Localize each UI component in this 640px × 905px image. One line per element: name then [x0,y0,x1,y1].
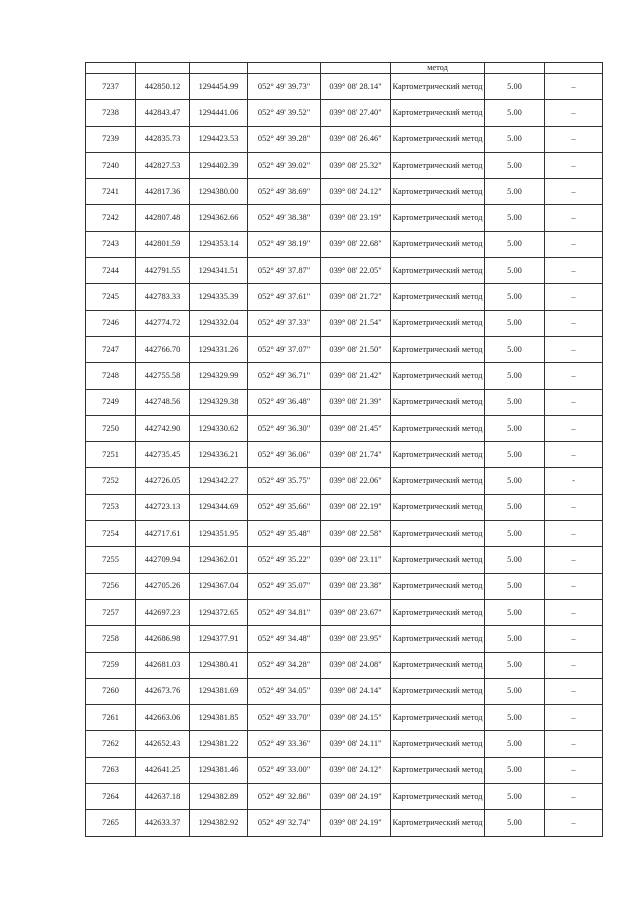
y-coordinate-cell: 1294362.66 [190,205,248,231]
precision-cell: 5.00 [485,547,545,573]
y-coordinate-cell: 1294332.04 [190,310,248,336]
note-cell: – [545,678,603,704]
longitude-cell: 039° 08' 23.38" [321,573,391,599]
precision-cell: 5.00 [485,757,545,783]
latitude-cell: 052° 49' 37.33" [248,310,321,336]
point-number-cell: 7250 [86,415,136,441]
x-coordinate-cell: 442807.48 [136,205,190,231]
point-number-cell: 7249 [86,389,136,415]
method-cell: Картометрический метод [391,652,485,678]
table-row [86,678,603,704]
latitude-cell: 052° 49' 33.00" [248,757,321,783]
table-row [86,626,603,652]
method-cell: Картометрический метод [391,310,485,336]
latitude-cell: 052° 49' 39.28" [248,126,321,152]
y-coordinate-cell: 1294372.65 [190,599,248,625]
point-number-cell: 7263 [86,757,136,783]
latitude-cell: 052° 49' 35.66" [248,494,321,520]
cell [136,63,190,74]
x-coordinate-cell: 442766.70 [136,336,190,362]
latitude-cell: 052° 49' 35.07" [248,573,321,599]
latitude-cell: 052° 49' 37.07" [248,336,321,362]
longitude-cell: 039° 08' 23.67" [321,599,391,625]
precision-cell: 5.00 [485,652,545,678]
x-coordinate-cell: 442835.73 [136,126,190,152]
precision-cell: 5.00 [485,442,545,468]
method-cell: Картометрический метод [391,74,485,100]
note-cell: – [545,100,603,126]
table-row [86,126,603,152]
method-cell: Картометрический метод [391,678,485,704]
precision-cell: 5.00 [485,100,545,126]
note-cell: - [545,468,603,494]
y-coordinate-cell: 1294380.41 [190,652,248,678]
table-row [86,179,603,205]
note-cell: – [545,599,603,625]
method-cell: Картометрический метод [391,336,485,362]
point-number-cell: 7261 [86,705,136,731]
table-row [86,284,603,310]
method-cell: Картометрический метод [391,573,485,599]
note-cell: – [545,757,603,783]
note-cell: – [545,705,603,731]
table-row [86,363,603,389]
longitude-cell: 039° 08' 22.58" [321,521,391,547]
cell [545,63,603,74]
x-coordinate-cell: 442709.94 [136,547,190,573]
longitude-cell: 039° 08' 24.19" [321,784,391,810]
precision-cell: 5.00 [485,389,545,415]
latitude-cell: 052° 49' 35.48" [248,521,321,547]
point-number-cell: 7257 [86,599,136,625]
x-coordinate-cell: 442827.53 [136,152,190,178]
method-cell: Картометрический метод [391,152,485,178]
note-cell: – [545,494,603,520]
method-cell: Картометрический метод [391,100,485,126]
precision-cell: 5.00 [485,731,545,757]
table-row [86,389,603,415]
point-number-cell: 7242 [86,205,136,231]
method-cell: Картометрический метод [391,389,485,415]
table-row [86,231,603,257]
note-cell: – [545,258,603,284]
latitude-cell: 052° 49' 36.30" [248,415,321,441]
method-cell: Картометрический метод [391,231,485,257]
point-number-cell: 7264 [86,784,136,810]
method-cell: Картометрический метод [391,731,485,757]
note-cell: – [545,363,603,389]
method-cell: Картометрический метод [391,599,485,625]
latitude-cell: 052° 49' 33.70" [248,705,321,731]
table-body [86,63,603,837]
method-cell: Картометрический метод [391,521,485,547]
precision-cell: 5.00 [485,179,545,205]
longitude-cell: 039° 08' 26.46" [321,126,391,152]
y-coordinate-cell: 1294381.46 [190,757,248,783]
note-cell: – [545,547,603,573]
longitude-cell: 039° 08' 24.12" [321,757,391,783]
longitude-cell: 039° 08' 23.19" [321,205,391,231]
y-coordinate-cell: 1294341.51 [190,258,248,284]
table-row [86,652,603,678]
table-row [86,810,603,836]
method-cell: Картометрический метод [391,363,485,389]
precision-cell: 5.00 [485,626,545,652]
note-cell: – [545,205,603,231]
precision-cell: 5.00 [485,152,545,178]
table-row [86,205,603,231]
method-cell: Картометрический метод [391,205,485,231]
x-coordinate-cell: 442697.23 [136,599,190,625]
method-cell: Картометрический метод [391,547,485,573]
note-cell: – [545,731,603,757]
note-cell: – [545,126,603,152]
y-coordinate-cell: 1294362.01 [190,547,248,573]
y-coordinate-cell: 1294382.89 [190,784,248,810]
point-number-cell: 7239 [86,126,136,152]
y-coordinate-cell: 1294423.53 [190,126,248,152]
note-cell: – [545,521,603,547]
table-row [86,258,603,284]
x-coordinate-cell: 442663.06 [136,705,190,731]
method-cell: Картометрический метод [391,415,485,441]
table-row [86,521,603,547]
longitude-cell: 039° 08' 24.14" [321,678,391,704]
note-cell: – [545,74,603,100]
x-coordinate-cell: 442705.26 [136,573,190,599]
y-coordinate-cell: 1294381.85 [190,705,248,731]
note-cell: – [545,310,603,336]
longitude-cell: 039° 08' 21.39" [321,389,391,415]
latitude-cell: 052° 49' 38.69" [248,179,321,205]
longitude-cell: 039° 08' 22.68" [321,231,391,257]
note-cell: – [545,573,603,599]
latitude-cell: 052° 49' 36.06" [248,442,321,468]
latitude-cell: 052° 49' 36.48" [248,389,321,415]
method-cell: Картометрический метод [391,126,485,152]
x-coordinate-cell: 442774.72 [136,310,190,336]
method-cell: Картометрический метод [391,494,485,520]
latitude-cell: 052° 49' 32.86" [248,784,321,810]
note-cell: – [545,179,603,205]
x-coordinate-cell: 442641.25 [136,757,190,783]
latitude-cell: 052° 49' 34.81" [248,599,321,625]
y-coordinate-cell: 1294382.92 [190,810,248,836]
precision-cell: 5.00 [485,74,545,100]
precision-cell: 5.00 [485,810,545,836]
cell [321,63,391,74]
x-coordinate-cell: 442637.18 [136,784,190,810]
note-cell: – [545,784,603,810]
point-number-cell: 7237 [86,74,136,100]
point-number-cell: 7244 [86,258,136,284]
x-coordinate-cell: 442633.37 [136,810,190,836]
note-cell: – [545,336,603,362]
longitude-cell: 039° 08' 24.19" [321,810,391,836]
point-number-cell: 7240 [86,152,136,178]
y-coordinate-cell: 1294330.62 [190,415,248,441]
y-coordinate-cell: 1294402.39 [190,152,248,178]
longitude-cell: 039° 08' 22.06" [321,468,391,494]
point-number-cell: 7260 [86,678,136,704]
longitude-cell: 039° 08' 23.11" [321,547,391,573]
precision-cell: 5.00 [485,494,545,520]
y-coordinate-cell: 1294454.99 [190,74,248,100]
y-coordinate-cell: 1294344.69 [190,494,248,520]
latitude-cell: 052° 49' 39.73" [248,74,321,100]
y-coordinate-cell: 1294441.06 [190,100,248,126]
cell [86,63,136,74]
y-coordinate-cell: 1294351.95 [190,521,248,547]
x-coordinate-cell: 442673.76 [136,678,190,704]
x-coordinate-cell: 442686.98 [136,626,190,652]
y-coordinate-cell: 1294381.69 [190,678,248,704]
longitude-cell: 039° 08' 24.12" [321,179,391,205]
x-coordinate-cell: 442755.58 [136,363,190,389]
latitude-cell: 052° 49' 38.19" [248,231,321,257]
table-row [86,415,603,441]
point-number-cell: 7238 [86,100,136,126]
latitude-cell: 052° 49' 32.74" [248,810,321,836]
precision-cell: 5.00 [485,231,545,257]
method-cell: Картометрический метод [391,810,485,836]
longitude-cell: 039° 08' 24.08" [321,652,391,678]
x-coordinate-cell: 442748.56 [136,389,190,415]
note-cell: – [545,810,603,836]
precision-cell: 5.00 [485,336,545,362]
cell [248,63,321,74]
y-coordinate-cell: 1294377.91 [190,626,248,652]
y-coordinate-cell: 1294331.26 [190,336,248,362]
precision-cell: 5.00 [485,573,545,599]
x-coordinate-cell: 442791.55 [136,258,190,284]
longitude-cell: 039° 08' 21.45" [321,415,391,441]
point-number-cell: 7243 [86,231,136,257]
latitude-cell: 052° 49' 37.61" [248,284,321,310]
precision-cell: 5.00 [485,310,545,336]
x-coordinate-cell: 442726.05 [136,468,190,494]
table-row [86,336,603,362]
longitude-cell: 039° 08' 25.32" [321,152,391,178]
longitude-cell: 039° 08' 21.54" [321,310,391,336]
point-number-cell: 7258 [86,626,136,652]
method-cell: Картометрический метод [391,705,485,731]
table-row [86,731,603,757]
longitude-cell: 039° 08' 27.40" [321,100,391,126]
point-number-cell: 7245 [86,284,136,310]
precision-cell: 5.00 [485,363,545,389]
point-number-cell: 7255 [86,547,136,573]
method-cell: Картометрический метод [391,468,485,494]
x-coordinate-cell: 442783.33 [136,284,190,310]
method-cell: Картометрический метод [391,757,485,783]
longitude-cell: 039° 08' 21.42" [321,363,391,389]
table-row [86,599,603,625]
table-row [86,310,603,336]
point-number-cell: 7247 [86,336,136,362]
precision-cell: 5.00 [485,705,545,731]
point-number-cell: 7251 [86,442,136,468]
cell [485,63,545,74]
latitude-cell: 052° 49' 36.71" [248,363,321,389]
longitude-cell: 039° 08' 28.14" [321,74,391,100]
x-coordinate-cell: 442817.36 [136,179,190,205]
precision-cell: 5.00 [485,468,545,494]
precision-cell: 5.00 [485,205,545,231]
x-coordinate-cell: 442717.61 [136,521,190,547]
coordinates-table [85,62,603,837]
table-row [86,100,603,126]
latitude-cell: 052° 49' 38.38" [248,205,321,231]
precision-cell: 5.00 [485,126,545,152]
point-number-cell: 7241 [86,179,136,205]
longitude-cell: 039° 08' 23.95" [321,626,391,652]
precision-cell: 5.00 [485,284,545,310]
note-cell: – [545,152,603,178]
point-number-cell: 7254 [86,521,136,547]
continuation-row [86,63,603,74]
latitude-cell: 052° 49' 39.02" [248,152,321,178]
x-coordinate-cell: 442850.12 [136,74,190,100]
method-cell: Картометрический метод [391,784,485,810]
table-row [86,573,603,599]
precision-cell: 5.00 [485,258,545,284]
method-cell: Картометрический метод [391,626,485,652]
note-cell: – [545,652,603,678]
y-coordinate-cell: 1294335.39 [190,284,248,310]
x-coordinate-cell: 442742.90 [136,415,190,441]
table-row [86,705,603,731]
precision-cell: 5.00 [485,599,545,625]
point-number-cell: 7252 [86,468,136,494]
x-coordinate-cell: 442652.43 [136,731,190,757]
latitude-cell: 052° 49' 34.05" [248,678,321,704]
table-row [86,547,603,573]
point-number-cell: 7256 [86,573,136,599]
point-number-cell: 7248 [86,363,136,389]
point-number-cell: 7262 [86,731,136,757]
x-coordinate-cell: 442681.03 [136,652,190,678]
table-row [86,494,603,520]
point-number-cell: 7259 [86,652,136,678]
precision-cell: 5.00 [485,415,545,441]
table-row [86,757,603,783]
table-row [86,152,603,178]
point-number-cell: 7253 [86,494,136,520]
latitude-cell: 052° 49' 35.22" [248,547,321,573]
y-coordinate-cell: 1294367.04 [190,573,248,599]
method-cell: Картометрический метод [391,179,485,205]
method-cell: Картометрический метод [391,442,485,468]
latitude-cell: 052° 49' 33.36" [248,731,321,757]
latitude-cell: 052° 49' 37.87" [248,258,321,284]
note-cell: – [545,231,603,257]
y-coordinate-cell: 1294329.38 [190,389,248,415]
longitude-cell: 039° 08' 21.74" [321,442,391,468]
y-coordinate-cell: 1294353.14 [190,231,248,257]
x-coordinate-cell: 442735.45 [136,442,190,468]
longitude-cell: 039° 08' 22.05" [321,258,391,284]
cell [190,63,248,74]
note-cell: – [545,284,603,310]
x-coordinate-cell: 442801.59 [136,231,190,257]
y-coordinate-cell: 1294336.21 [190,442,248,468]
y-coordinate-cell: 1294381.22 [190,731,248,757]
latitude-cell: 052° 49' 35.75" [248,468,321,494]
note-cell: – [545,415,603,441]
table-row [86,442,603,468]
latitude-cell: 052° 49' 34.48" [248,626,321,652]
longitude-cell: 039° 08' 21.72" [321,284,391,310]
note-cell: – [545,389,603,415]
x-coordinate-cell: 442723.13 [136,494,190,520]
precision-cell: 5.00 [485,678,545,704]
point-number-cell: 7246 [86,310,136,336]
longitude-cell: 039° 08' 22.19" [321,494,391,520]
note-cell: – [545,626,603,652]
longitude-cell: 039° 08' 24.11" [321,731,391,757]
note-cell: – [545,442,603,468]
latitude-cell: 052° 49' 34.28" [248,652,321,678]
table-row [86,784,603,810]
method-cell: Картометрический метод [391,284,485,310]
x-coordinate-cell: 442843.47 [136,100,190,126]
latitude-cell: 052° 49' 39.52" [248,100,321,126]
precision-cell: 5.00 [485,521,545,547]
point-number-cell: 7265 [86,810,136,836]
longitude-cell: 039° 08' 21.50" [321,336,391,362]
y-coordinate-cell: 1294342.27 [190,468,248,494]
continuation-cell: метод [391,63,485,74]
table-row [86,74,603,100]
y-coordinate-cell: 1294329.99 [190,363,248,389]
y-coordinate-cell: 1294380.00 [190,179,248,205]
table-row [86,468,603,494]
longitude-cell: 039° 08' 24.15" [321,705,391,731]
precision-cell: 5.00 [485,784,545,810]
method-cell: Картометрический метод [391,258,485,284]
